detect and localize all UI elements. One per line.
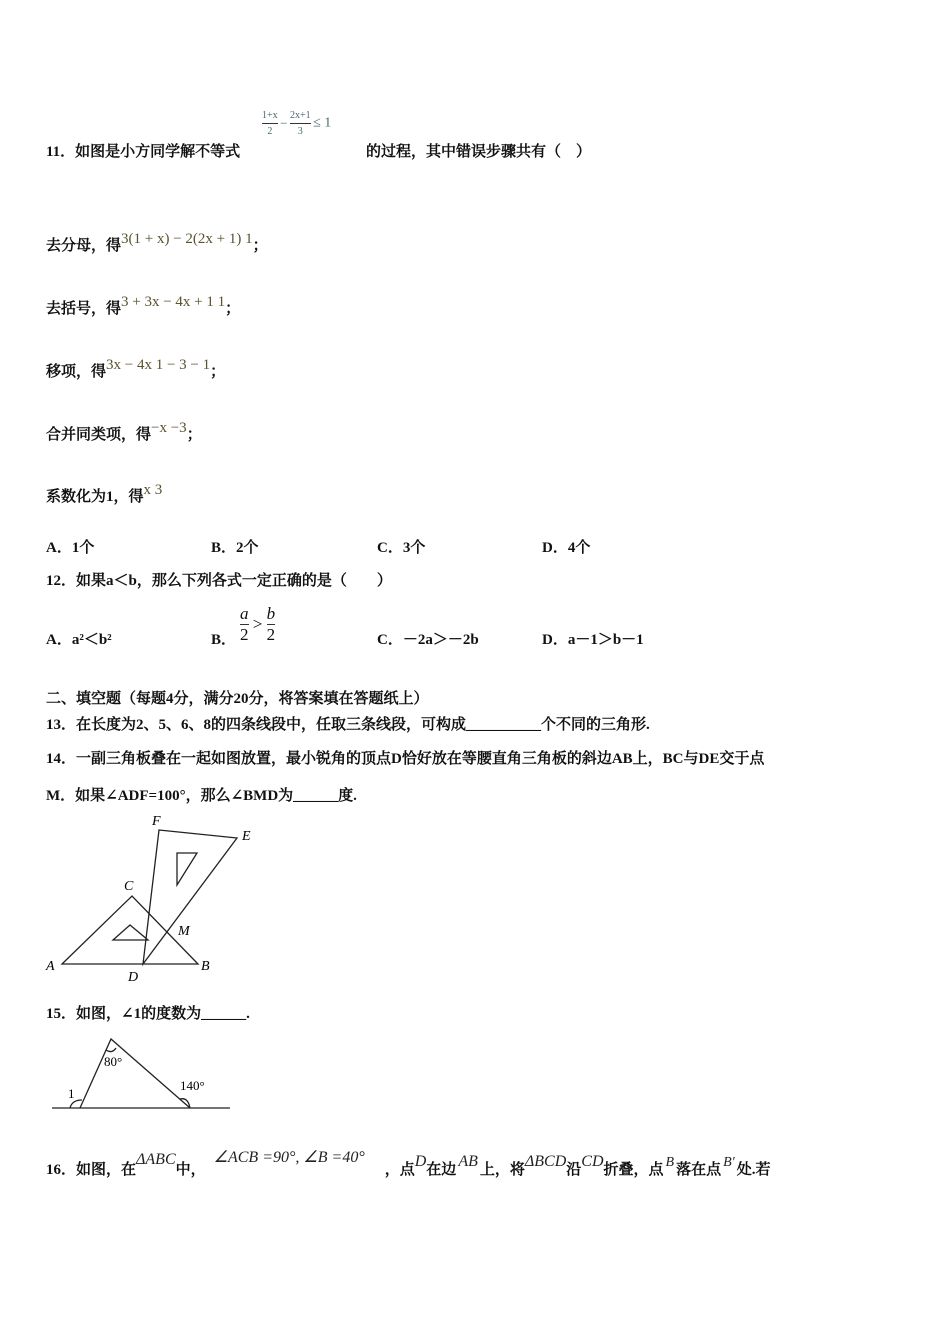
label-140: 140°: [180, 1078, 205, 1093]
inner-triangle-fde: [177, 853, 197, 885]
math: D: [414, 1153, 427, 1170]
math: ΔBCD: [524, 1153, 567, 1170]
step-end: ；: [225, 301, 241, 317]
label-1: 1: [68, 1086, 75, 1101]
step-label: 系数化为1，得: [46, 489, 144, 505]
label-d: D: [128, 970, 139, 985]
step-expr: −x −3: [151, 420, 187, 436]
math: ∠ACB =90°, ∠B =40°: [213, 1149, 365, 1166]
q16-stem: [46, 1149, 771, 1179]
math: ΔABC: [136, 1151, 176, 1168]
denominator: 2: [240, 625, 249, 644]
q13-stem: 13．在长度为2、5、6、8的四条线段中，任取三条线段，可构成__________个不同的三角形.: [46, 717, 650, 733]
step-expr: x 3: [143, 482, 163, 498]
numerator-a: a: [240, 604, 249, 623]
q12-option-d: D．a－1＞b－1: [542, 632, 644, 648]
q11-option-c: C．3个: [377, 540, 426, 556]
q12-option-b-label: B．: [211, 632, 237, 648]
q11-option-d: D．4个: [542, 540, 591, 556]
q11-stem-suffix: 的过程，其中错误步骤共有（ ）: [366, 144, 592, 160]
math: CD: [581, 1153, 604, 1170]
leq-one: ≤ 1: [313, 115, 332, 131]
text: ，点: [384, 1162, 415, 1178]
step-label: 去分母，得: [46, 238, 122, 254]
label-b: B: [201, 959, 210, 974]
text: 16．如图，在: [46, 1162, 137, 1178]
frac1-numerator: 1+x: [262, 108, 278, 124]
minus-sign: −: [280, 115, 288, 131]
text: 折叠，点: [603, 1162, 664, 1178]
label-80: 80°: [104, 1054, 123, 1069]
inner-triangle-abc: [113, 925, 148, 940]
frac2-denominator: 3: [297, 126, 303, 137]
text: 在边: [426, 1162, 457, 1178]
q14-line-2: M．如果∠ADF=100°，那么∠BMD为______度.: [46, 788, 357, 804]
step-expr: 3(1 + x) − 2(2x + 1) 1: [121, 231, 253, 247]
label-c: C: [124, 879, 134, 894]
step-end: ；: [210, 364, 226, 380]
label-f: F: [152, 814, 161, 829]
section-heading: 二、填空题（每题4分，满分20分，将答案填在答题纸上）: [46, 691, 429, 707]
step-label: 合并同类项，得: [46, 427, 152, 443]
numerator-b: b: [266, 604, 276, 623]
step-expr: 3x − 4x 1 − 3 − 1: [106, 357, 211, 373]
q12-option-a: A．a²＜b²: [46, 632, 112, 648]
q11-option-a: A．1个: [46, 540, 95, 556]
step-expr: 3 + 3x − 4x + 1 1: [121, 294, 226, 310]
text: 沿: [566, 1162, 582, 1178]
step-end: ；: [252, 238, 268, 254]
text: 落在点: [676, 1162, 722, 1178]
label-a: A: [46, 959, 55, 974]
text: 上，将: [479, 1162, 525, 1178]
triangle-fde: [143, 830, 237, 964]
text: 中，: [175, 1162, 206, 1178]
q11-option-b: B．2个: [211, 540, 259, 556]
label-m: M: [178, 924, 190, 939]
math: B′: [723, 1155, 735, 1170]
step-label: 移项，得: [46, 364, 107, 380]
frac1-denominator: 2: [267, 126, 273, 137]
text: 处.若: [736, 1162, 771, 1178]
step-end: ；: [186, 427, 202, 443]
q14-line-1: 14．一副三角板叠在一起如图放置，最小锐角的顶点D恰好放在等腰直角三角板的斜边AB上，BC与DE交于点: [46, 751, 765, 767]
q12-stem: 12．如果a＜b，那么下列各式一定正确的是（ ）: [46, 573, 392, 589]
q15-stem: 15．如图，∠1的度数为______.: [46, 1006, 250, 1022]
denominator: 2: [266, 625, 276, 644]
q12-option-c: C．－2a＞－2b: [377, 632, 479, 648]
q11-stem-prefix: 11．如图是小方同学解不等式: [46, 144, 241, 160]
greater-than: >: [252, 614, 263, 634]
q15-triangle: [80, 1039, 190, 1108]
math: AB: [458, 1153, 478, 1170]
angle-arc-top: [106, 1048, 116, 1052]
math: B: [665, 1155, 675, 1170]
frac2-numerator: 2x+1: [290, 108, 311, 124]
label-e: E: [242, 829, 251, 844]
step-label: 去括号，得: [46, 301, 122, 317]
